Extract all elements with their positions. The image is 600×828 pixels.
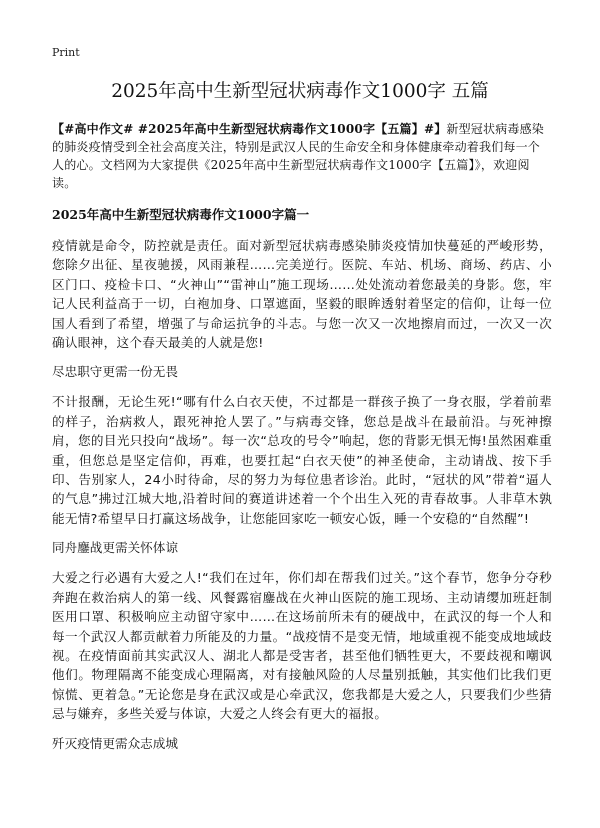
paragraph: 疫情就是命令，防控就是责任。面对新型冠状病毒感染肺炎疫情加快蔓延的严峻形势，您除夕出征、星夜驰援，风雨兼程……完美逆行。医院、车站、机场、商场、药店、小区门口、疫检卡口、“火神山”“雷神山”施工现场……处处流动着您最美的身影。您，牢记人民利益高于一切，白袍加身、口罩遮面，坚毅的眼眸透射着坚定的信仰，让每一位国人看到了希望，增强了与命运抗争的斗志。与您一次又一次地擦肩而过，一次又一次确认眼神，这个春天最美的人就是您!	[52, 238, 552, 351]
subheading: 同舟鏖战更需关怀体谅	[52, 540, 178, 556]
subheading: 歼灭疫情更需众志成城	[52, 735, 178, 751]
intro-tags: 【#高中作文# #2025年高中生新型冠状病毒作文1000字【五篇】#】	[52, 122, 447, 136]
article-body	[52, 120, 552, 764]
print-link[interactable]: Print	[52, 46, 80, 59]
article-title: 2025年高中生新型冠状病毒作文1000字 五篇	[111, 81, 489, 102]
section-heading: 2025年高中生新型冠状病毒作文1000字篇一	[52, 207, 310, 222]
paragraph: 大爱之行必遇有大爱之人!“我们在过年，你们却在帮我们过关。”这个春节，您争分夺秒奔跑在救治病人的第一线、风餐露宿鏖战在火神山医院的施工现场、主动请缨加班赶制医用口罩、积极响应主动留守家中……在这场前所未有的硬战中，在武汉的每一个人和每一个武汉人都贡献着力所能及的力量。“战疫情不是变无情，地域重视不能变成地域歧视。在疫情面前其实武汉人、湖北人都是受害者，甚至他们牺牲更大，不要歧视和嘲讽他们。物理隔离不能变成心理隔离，对有接触风险的人尽量别抵触，其实他们比我们更惊慌、更着急。”无论您是身在武汉或是心牵武汉，您我都是大爱之人，只要我们少些猜忌与嫌弃，多些关爱与体谅，大爱之人终会有更大的福报。	[52, 570, 552, 722]
subheading: 尽忠职守更需一份无畏	[52, 364, 178, 380]
intro-text: 新型冠状病毒感染的肺炎疫情受到全社会高度关注，特别是武汉人民的生命安全和身体健康牵动着我们每一个人的心。文档网为大家提供《2025年高中生新型冠状病毒作文1000字【五篇】》，欢迎阅读。	[52, 122, 545, 190]
paragraph: 不计报酬，无论生死!“哪有什么白衣天使，不过都是一群孩子换了一身衣服，学着前辈的样子，治病救人，跟死神抢人罢了。”与病毒交锋，您总是战斗在最前沿。与死神擦肩，您的目光只投向“战场”。每一次“总攻的号令”响起，您的背影无惧无悔!虽然困难重重，但您总是坚定信仰，再难，也要扛起“白衣天使”的神圣使命，主动请战、按下手印、告别家人，24小时待命，尽的努力为每位患者诊治。此时，“冠状的风”带着“逼人的气息”拂过江城大地,沿着时间的赛道讲述着一个个出生入死的青春故事。人非草木孰能无情?希望早日打赢这场战争，让您能回家吃一顿安心饭，睡一个安稳的“自然醒”!	[52, 394, 552, 526]
article-intro	[52, 120, 552, 192]
